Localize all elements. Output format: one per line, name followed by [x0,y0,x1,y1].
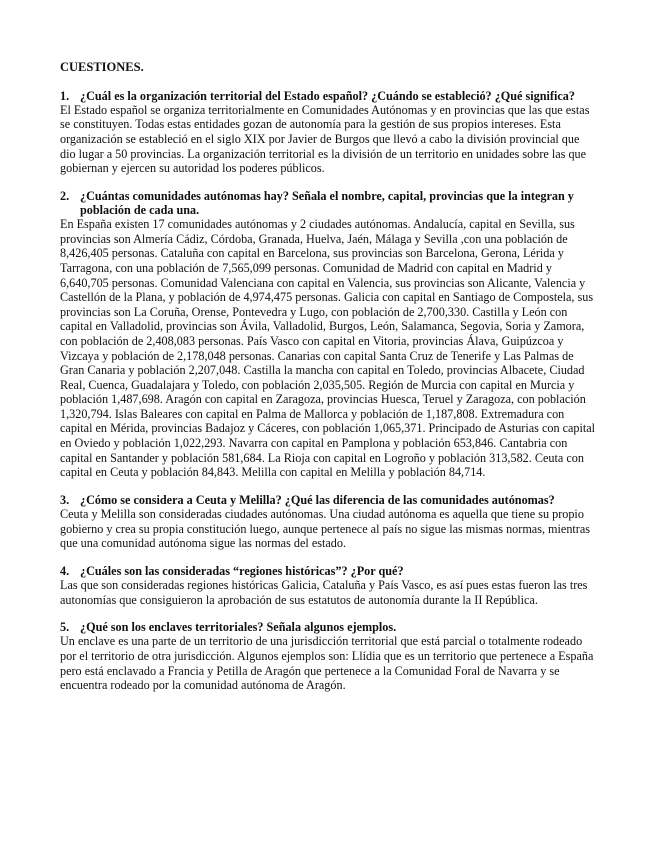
question-text: ¿Qué son los enclaves territoriales? Señala algunos ejemplos. [80,620,397,635]
answer-paragraph: El Estado español se organiza territorialmente en Comunidades Autónomas y en provincias que las que estas se constituyen. Todas estas entidades gozan de autonomía para la gestión de sus propios intereses. Esta organización se estableció en el siglo XIX por Javier de Burgos que llevó a cabo la división provincial que dio lugar a 50 provincias. La organización territorial es la división de un territorio en unidades sobre las que gobiernan y ejercen su autoridad los poderes públicos. [60,102,590,176]
question-heading [60,493,598,507]
section-1 [60,89,598,176]
question-number: 5. [60,620,70,635]
answer-paragraph: Ceuta y Melilla son consideradas ciudades autónomas. Una ciudad autónoma es aquella que tiene su propio gobierno y crea su propia constitución luego, aunque pertenece al país no sigue las mismas normas, mientras que una comunidad autónoma sigue las normas del estado. [60,507,591,551]
question-text: ¿Cómo se considera a Ceuta y Melilla? ¿Qué las diferencia de las comunidades autónomas? [80,492,555,507]
question-number: 1. [60,88,70,103]
document-page [60,60,598,706]
section-4 [60,564,598,607]
answer-paragraph: En España existen 17 comunidades autónomas y 2 ciudades autónomas. Andalucía, capital en Sevilla, sus provincias son Almería Cádiz, Córdoba, Granada, Huelva, Jaén, Málaga y Sevilla ,con una población de 8,426,405 personas. Cataluña con capital en Barcelona, sus provincias son Barcelona, Gerona, Lérida y Tarragona, con una población de 7,565,099 personas. Comunidad de Madrid con capital en Madrid y 6,640,705 personas. Comunidad Valenciana con capital en Valencia, sus provincias son Alicante, Valencia y Castellón de la Plana, y población de 4,974,475 personas. Galicia con capital en Santiago de Compostela, sus provincias son La Coruña, Orense, Pontevedra y Lugo, con población de 2,700,330. Castilla y León con capital en Valladolid, provincias son Ávila, Valladolid, Burgos, León, Salamanca, Segovia, Soria y Zamora, con población de 2,408,083 personas. País Vasco con capital en Vitoria, provincias Álava, Guipúzcoa y Vizcaya y población de 2,178,048 personas. Canarias con capital Santa Cruz de Tenerife y Las Palmas de Gran Canaria y población 2,207,048. Castilla la mancha con capital en Toledo, provincias Albacete, Ciudad Real, Cuenca, Guadalajara y Toledo, con población 2,035,505. Región de Murcia con capital en Murcia y población 1,487,698. Aragón con capital en Zaragoza, provincias Huesca, Teruel y Zaragoza, con población 1,320,794. Islas Baleares con capital en Palma de Mallorca y población de 1,187,808. Extremadura con capital en Mérida, provincias Badajoz y Cáceres, con población 1,065,371. Principado de Asturias con capital en Oviedo y población 1,022,293. Navarra con capital en Pamplona y población 653,846. Cantabria con capital en Santander y población 581,684. La Rioja con capital en Logroño y población 313,582. Ceuta con capital en Ceuta y población 84,843. Melilla con capital en Melilla y población 84,714. [60,217,596,480]
question-number: 2. [60,188,70,203]
question-heading [60,189,598,217]
section-5 [60,620,598,693]
question-heading [60,89,598,103]
section-2 [60,189,598,480]
question-text: ¿Cuál es la organización territorial del Estado español? ¿Cuándo se estableció? ¿Qué significa? [80,88,575,103]
answer-paragraph: Un enclave es una parte de un territorio de una jurisdicción territorial que está parcial o totalmente rodeado por el territorio de otra jurisdicción. Algunos ejemplos son: Llídia que es un territorio que pertenece a España pero está enclavado a Francia y Petilla de Aragón que pertenece a la Comunidad Foral de Navarra y se encuentra rodeado por la comunidad autónoma de Aragón. [60,634,594,693]
question-text: ¿Cuántas comunidades autónomas hay? Señala el nombre, capital, provincias que la integran y población de cada una. [80,188,574,217]
answer-paragraph: Las que son consideradas regiones históricas Galicia, Cataluña y País Vasco, es así pues estas fueron las tres autonomías que consiguieron la aprobación de sus estatutos de autonomía durante la II República. [60,578,588,607]
question-heading [60,620,598,634]
question-text: ¿Cuáles son las consideradas “regiones históricas”? ¿Por qué? [80,563,404,578]
section-3 [60,493,598,551]
question-heading [60,564,598,578]
question-number: 4. [60,563,70,578]
document-title: CUESTIONES. [60,60,144,74]
question-number: 3. [60,492,70,507]
